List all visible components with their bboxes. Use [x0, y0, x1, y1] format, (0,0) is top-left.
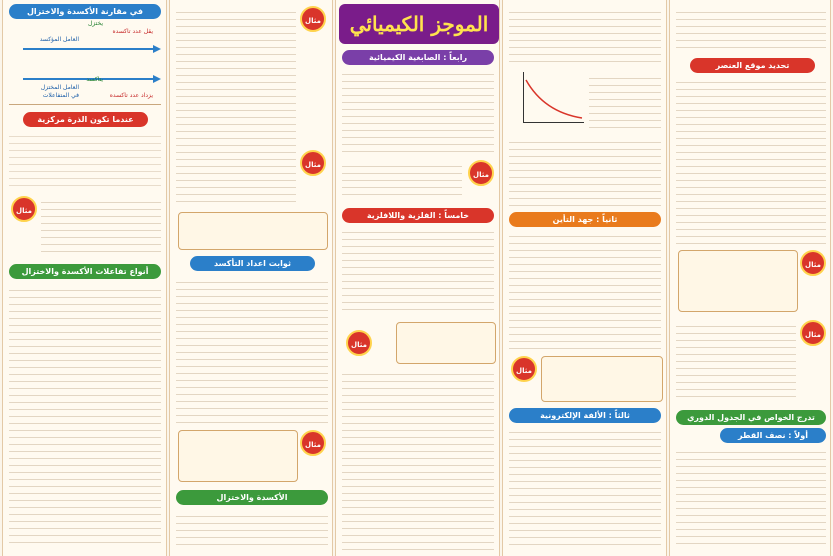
- ionization-notes: [509, 136, 661, 206]
- intro-notes: [509, 6, 661, 66]
- header-atomic-radius: أولاً : نصف القطر: [720, 428, 826, 443]
- graph-notes: [589, 72, 661, 132]
- example-badge: مثال: [346, 330, 372, 356]
- example-badge: مثال: [800, 250, 826, 276]
- example-box: [541, 356, 663, 402]
- header-periodic-trends: تدرج الخواص في الجدول الدوري: [676, 410, 826, 425]
- label-oxidizing-agent: العامل المؤكسد: [39, 36, 79, 43]
- example-box: [678, 250, 798, 312]
- metallicity-more-notes: [342, 368, 494, 550]
- header-electron-affinity: ثالثاً : الألفة الإلكترونية: [509, 408, 661, 423]
- header-ionization: ثانياً : جهد التأين: [509, 212, 661, 227]
- ionization-energy-notes: [509, 230, 661, 350]
- redox-types-notes: [9, 284, 161, 546]
- label-increase: يزداد عدد تأكسده: [109, 92, 153, 99]
- label-reducing-agent: العامل المختزل: [40, 84, 79, 91]
- example-badge: مثال: [300, 6, 326, 32]
- redox-notes: [176, 510, 328, 550]
- header-redox-types: أنواع تفاعلات الأكسدة والاختزال: [9, 264, 161, 279]
- example-badge: مثال: [511, 356, 537, 382]
- affinity-notes: [509, 426, 661, 550]
- label-reduce: يقل عدد تأكسده: [112, 28, 153, 35]
- example-notes: [41, 196, 161, 256]
- equation-box: [178, 212, 328, 250]
- ionization-curve: [524, 72, 584, 122]
- header-redox: الأكسدة والاختزال: [176, 490, 328, 505]
- header-element-location: تحديد موقع العنصر: [690, 58, 815, 73]
- header-acid-property: رابعاً : الصابغية الكيميائية: [342, 50, 494, 65]
- location-notes: [676, 76, 826, 246]
- metallicity-notes: [342, 226, 494, 316]
- example-badge: مثال: [300, 430, 326, 456]
- label-reduced: يختزل: [87, 20, 103, 27]
- constants-notes: [176, 276, 328, 426]
- acidity-notes: [342, 68, 494, 158]
- column-periodic-table: [669, 0, 831, 556]
- example-notes: [342, 160, 462, 200]
- column-oxidation-reduction: [2, 0, 167, 556]
- example-badge: مثال: [468, 160, 494, 186]
- example-badge: مثال: [300, 150, 326, 176]
- example-badge: مثال: [800, 320, 826, 346]
- page-title: الموجز الكيميائي: [339, 4, 499, 44]
- header-redox-comparison: في مقارنة الأكسدة والاختزال: [9, 4, 161, 19]
- example-notes: [676, 320, 796, 400]
- table-box: [396, 322, 496, 364]
- column-ionization-affinity: [502, 0, 667, 556]
- notes-block: [176, 6, 296, 206]
- label-oxidized: يتأكسد: [86, 76, 103, 83]
- column-oxidation-numbers: [169, 0, 333, 556]
- radius-notes: [676, 446, 826, 550]
- example-badge: مثال: [11, 196, 37, 222]
- config-notes: [676, 6, 826, 54]
- central-atom-notes: [9, 130, 161, 190]
- header-central-atom: عندما تكون الذرة مركزية: [23, 112, 148, 127]
- label-in-reactants: في المتفاعلات: [42, 92, 79, 99]
- column-acidity-metallicity: [335, 0, 500, 556]
- header-oxidation-constants: ثوابت اعداد التأكسد: [190, 256, 315, 271]
- example-box: [178, 430, 298, 482]
- divider: [9, 104, 161, 105]
- header-metallicity: خامساً : الفلزية واللافلزية: [342, 208, 494, 223]
- ionization-graph: [523, 72, 584, 123]
